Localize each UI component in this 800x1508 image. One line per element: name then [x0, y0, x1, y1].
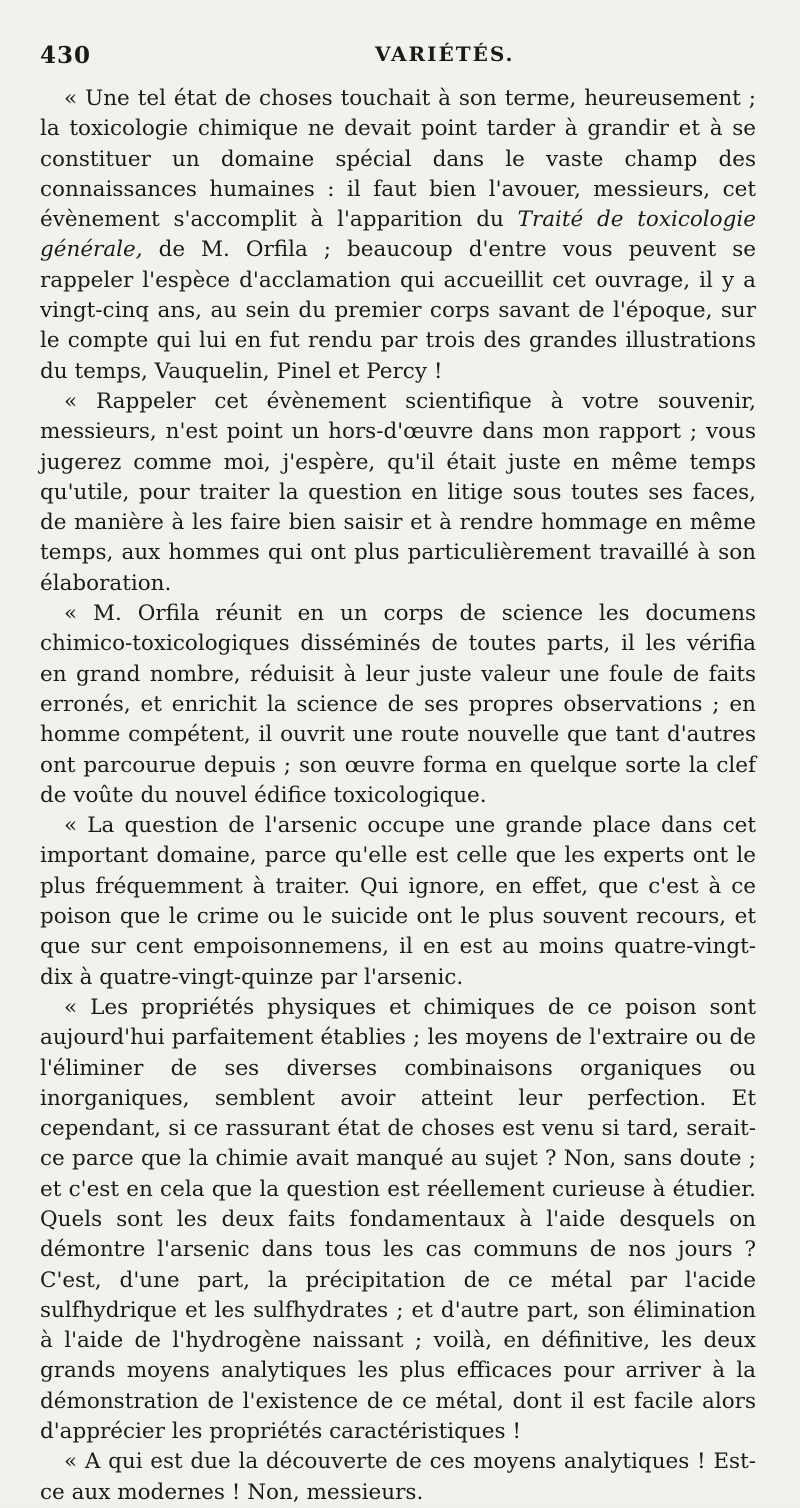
paragraph-1	[40, 84, 756, 387]
paragraph-3: « M. Orfila réunit en un corps de science les documens chimico-toxicologiques disséminés de toutes parts, il les vérifia en grand nombre, réduisit à leur juste valeur une foule de faits erronés, et enrichit la science de ses propres observations ; en homme compétent, il ouvrit une route nouvelle que tant d'autres ont parcourue depuis ; son œuvre forma en quelque sorte la clef de voûte du nouvel édifice toxicologique.	[40, 601, 756, 808]
body-text	[40, 84, 756, 1508]
paragraph-1-text-b: de M. Orfila ; beaucoup d'entre vous peuvent se rappeler l'espèce d'acclamation qui accueillit cet ouvrage, il y a vingt-cinq ans, au sein du premier corps savant de l'époque, sur le compte qui lui en fut rendu par trois des grandes illustrations du temps, Vauquelin, Pinel et Percy !	[40, 237, 756, 384]
book-title: Traité de toxicologie générale,	[40, 207, 756, 263]
page-header	[40, 42, 760, 72]
paragraph-6: « A qui est due la découverte de ces moyens analytiques ! Est-ce aux modernes ! Non, messieurs.	[40, 1449, 756, 1505]
page-number: 430	[40, 42, 92, 69]
paragraph-2: « Rappeler cet évènement scientifique à votre souvenir, messieurs, n'est point un hors-d'œuvre dans mon rapport ; vous jugerez comme moi, j'espère, qu'il était juste en même temps qu'utile, pour traiter la question en litige sous toutes ses faces, de manière à les faire bien saisir et à rendre hommage en même temps, aux hommes qui ont plus particulièrement travaillé à son élaboration.	[40, 388, 756, 596]
paragraph-1-text-a: « Une tel état de choses touchait à son terme, heureusement ; la toxicologie chimique ne devait point tarder à grandir et à se constituer un domaine spécial dans le vaste champ des connaissances humaines : il faut bien l'avouer, messieurs, cet évènement s'accomplit à l'apparition du	[40, 86, 756, 233]
paragraph-4: « La question de l'arsenic occupe une grande place dans cet important domaine, parce qu'elle est celle que les experts ont le plus fréquemment à traiter. Qui ignore, en effet, que c'est à ce poison que le crime ou le suicide ont le plus souvent recours, et que sur cent empoisonnemens, il en est au moins quatre-vingt-dix à quatre-vingt-quinze par l'arsenic.	[40, 813, 756, 990]
paragraph-5: « Les propriétés physiques et chimiques de ce poison sont aujourd'hui parfaitement établies ; les moyens de l'extraire ou de l'éliminer de ses diverses combinaisons organiques ou inorganiques, semblent avoir atteint leur perfection. Et cependant, si ce rassurant état de choses est venu si tard, serait-ce parce que la chimie avait manqué au sujet ? Non, sans doute ; et c'est en cela que la question est réellement curieuse à étudier. Quels sont les deux faits fondamentaux à l'aide desquels on démontre l'arsenic dans tous les cas communs de nos jours ? C'est, d'une part, la précipitation de ce métal par l'acide sulfhydrique et les sulfhydrates ; et d'autre part, son élimination à l'aide de l'hydrogène naissant ; voilà, en définitive, les deux grands moyens analytiques les plus efficaces pour arriver à la démonstration de l'existence de ce métal, dont il est facile alors d'apprécier les propriétés caractéristiques !	[40, 994, 756, 1445]
running-head: VARIÉTÉS.	[375, 42, 515, 66]
